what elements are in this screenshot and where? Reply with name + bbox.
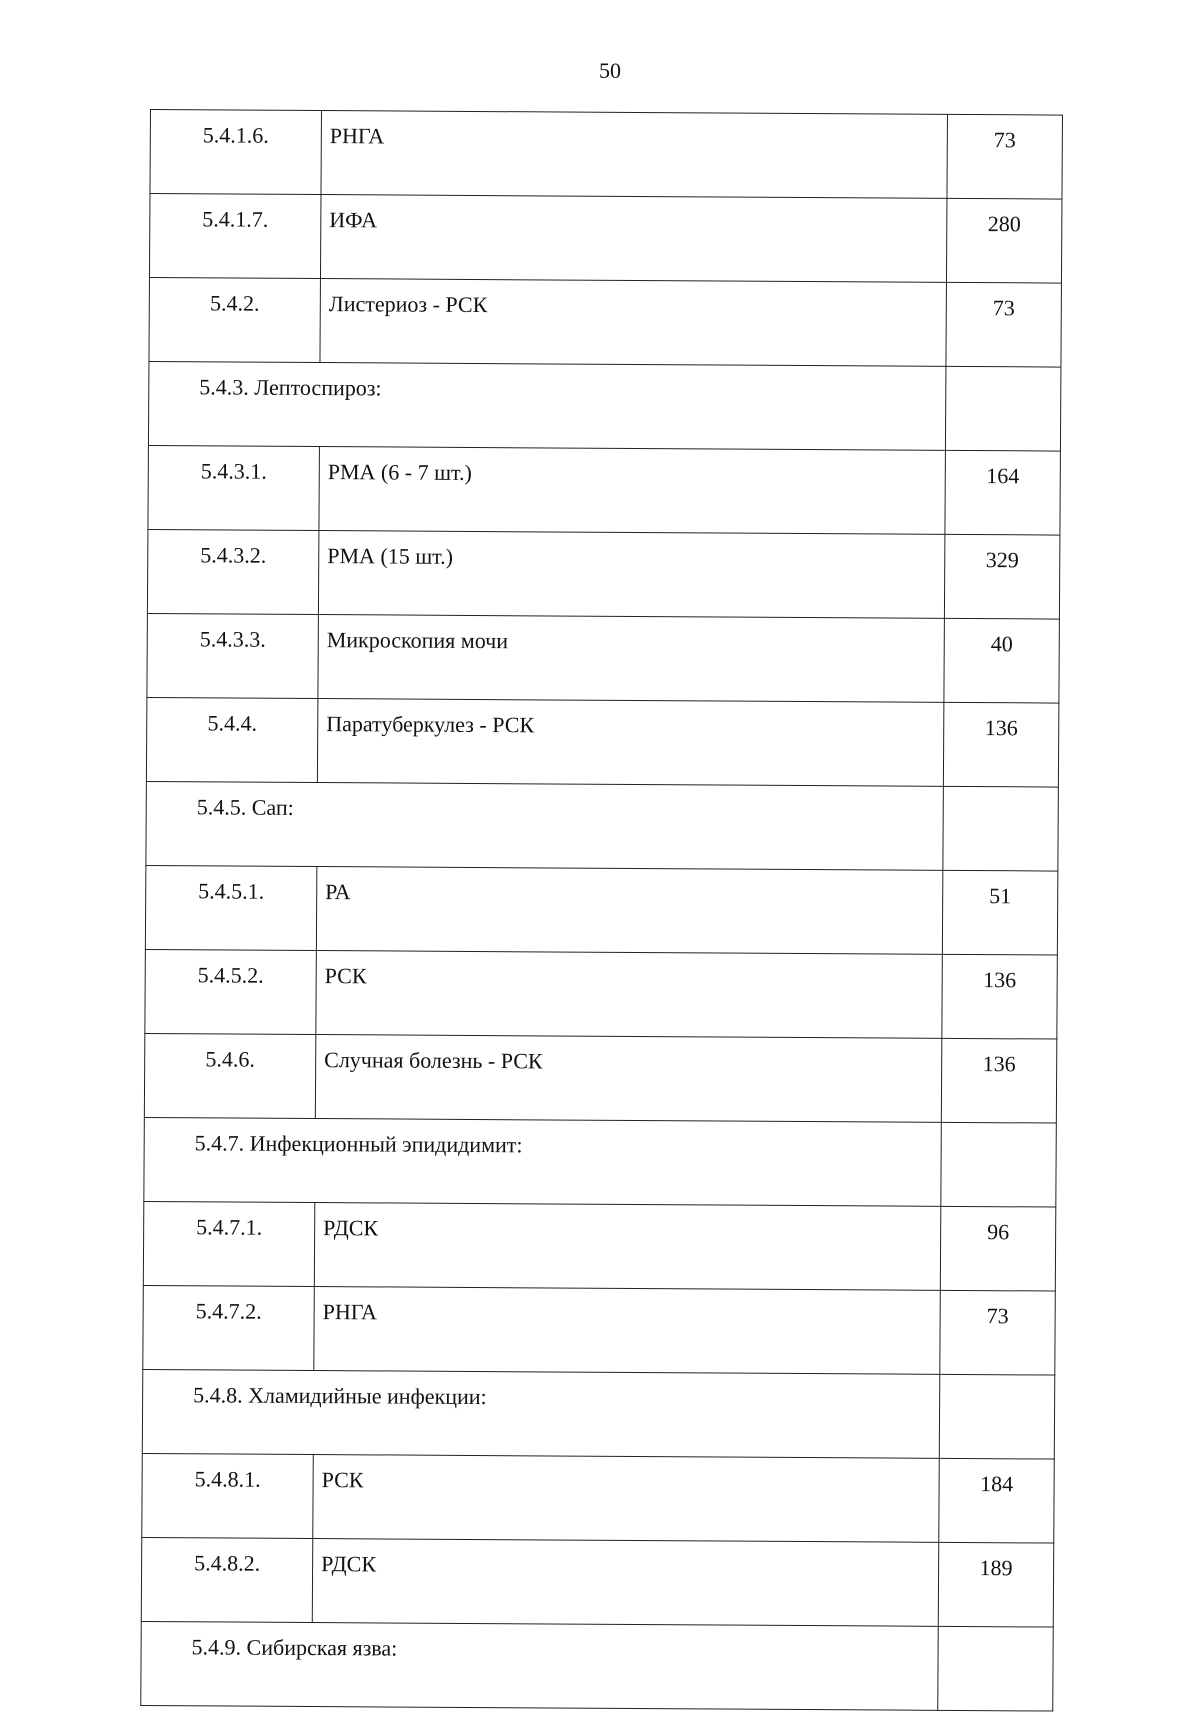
price-cell-empty <box>945 366 1061 451</box>
section-row <box>144 1117 1056 1207</box>
table-row <box>143 1201 1055 1291</box>
item-price: 73 <box>940 1290 1056 1375</box>
price-table-body <box>141 110 1063 1712</box>
table-row <box>145 865 1057 955</box>
table-row <box>144 1033 1056 1123</box>
table-row <box>149 194 1061 284</box>
price-cell-empty <box>943 786 1059 871</box>
item-name: РДСК <box>314 1203 941 1291</box>
table-row <box>143 1285 1055 1375</box>
item-price: 184 <box>939 1458 1055 1543</box>
item-name: Случная болезнь - РСК <box>315 1035 942 1123</box>
item-code: 5.4.3.3. <box>147 613 319 698</box>
table-row <box>150 110 1062 200</box>
table-row <box>142 1453 1054 1543</box>
section-title: 5.4.9. Сибирская язва: <box>141 1621 938 1710</box>
section-title: 5.4.8. Хламидийные инфекции: <box>142 1369 939 1458</box>
item-code: 5.4.6. <box>144 1033 316 1118</box>
item-name: Листериоз - РСК <box>320 279 947 367</box>
table-row <box>145 949 1057 1039</box>
item-code: 5.4.8.1. <box>142 1453 314 1538</box>
item-code: 5.4.2. <box>149 277 321 362</box>
item-name: Паратуберкулез - РСК <box>317 699 944 787</box>
price-cell-empty <box>938 1626 1054 1711</box>
item-price: 73 <box>947 114 1063 199</box>
item-price: 96 <box>940 1206 1056 1291</box>
item-name: РНГА <box>321 111 948 199</box>
item-price: 136 <box>942 954 1058 1039</box>
item-code: 5.4.4. <box>146 697 318 782</box>
item-name: РСК <box>316 951 943 1039</box>
item-code: 5.4.1.7. <box>149 194 321 279</box>
item-price: 136 <box>943 702 1059 787</box>
item-code: 5.4.8.2. <box>141 1537 313 1622</box>
item-price: 73 <box>946 282 1062 367</box>
item-code: 5.4.3.2. <box>147 529 319 614</box>
item-name: РА <box>316 867 943 955</box>
table-row <box>146 697 1058 787</box>
price-cell-empty <box>941 1122 1057 1207</box>
section-row <box>141 1621 1053 1711</box>
table-row <box>148 445 1060 535</box>
table-row <box>141 1537 1053 1627</box>
item-name: РДСК <box>312 1539 939 1627</box>
item-price: 189 <box>938 1542 1054 1627</box>
item-name: Микроскопия мочи <box>318 615 945 703</box>
table-row <box>147 529 1059 619</box>
item-code: 5.4.7.2. <box>143 1285 315 1370</box>
section-title: 5.4.5. Сап: <box>146 781 943 870</box>
section-title: 5.4.7. Инфекционный эпидидимит: <box>144 1117 941 1206</box>
item-price: 280 <box>946 198 1062 283</box>
item-name: РНГА <box>314 1287 941 1375</box>
item-code: 5.4.7.1. <box>143 1201 315 1286</box>
table-row <box>147 613 1059 703</box>
section-row <box>142 1369 1054 1459</box>
item-name: РСК <box>313 1455 940 1543</box>
item-price: 329 <box>944 534 1060 619</box>
section-row <box>148 361 1060 451</box>
item-price: 51 <box>942 870 1058 955</box>
item-code: 5.4.3.1. <box>148 445 320 530</box>
item-price: 164 <box>945 450 1061 535</box>
item-code: 5.4.5.2. <box>145 949 317 1034</box>
table-row <box>149 277 1061 367</box>
section-title: 5.4.3. Лептоспироз: <box>148 361 945 450</box>
item-price: 136 <box>941 1038 1057 1123</box>
item-code: 5.4.1.6. <box>150 110 322 195</box>
page-number: 50 <box>599 58 621 83</box>
section-row <box>146 781 1058 871</box>
item-name: ИФА <box>320 195 947 283</box>
price-table <box>140 109 1063 1712</box>
item-name: РМА (15 шт.) <box>318 531 945 619</box>
item-code: 5.4.5.1. <box>145 865 317 950</box>
price-cell-empty <box>939 1374 1055 1459</box>
item-price: 40 <box>944 618 1060 703</box>
item-name: РМА (6 - 7 шт.) <box>319 447 946 535</box>
